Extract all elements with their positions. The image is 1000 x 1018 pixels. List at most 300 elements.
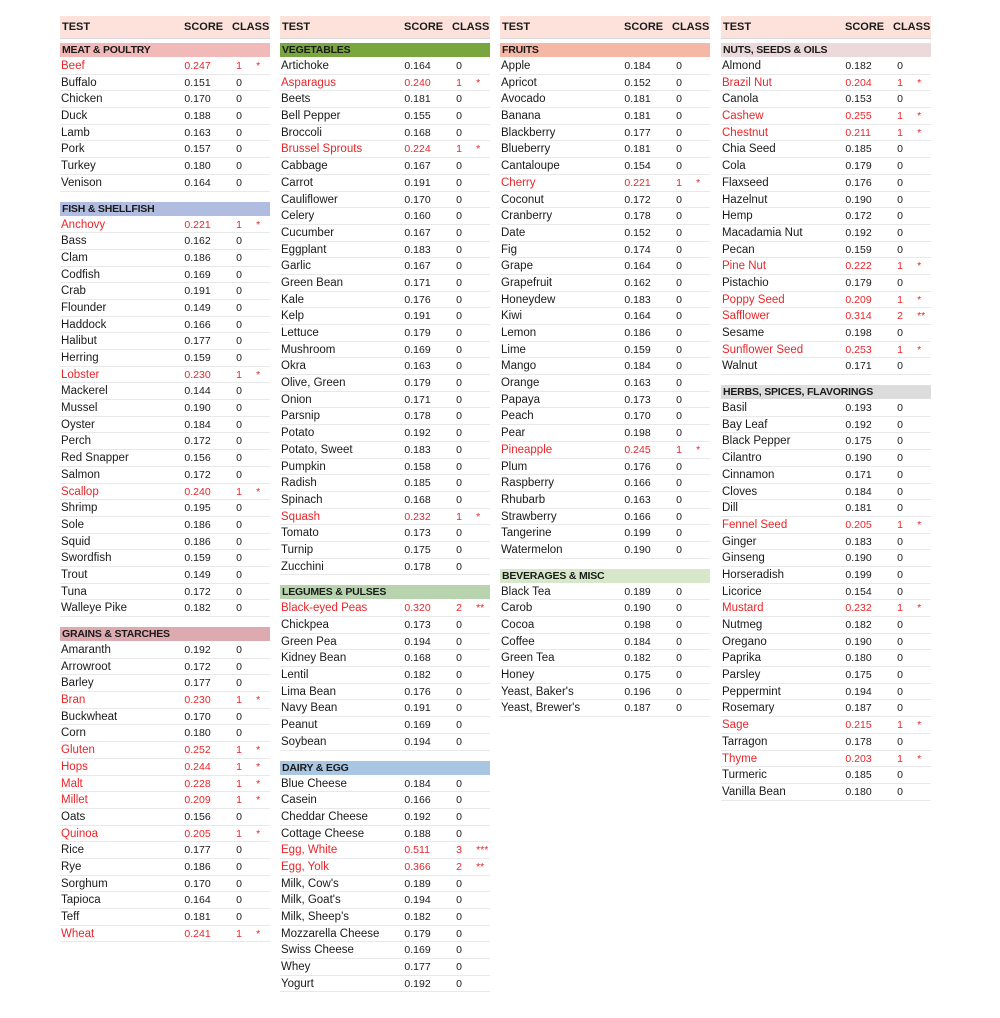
score-value: 0.175: [845, 435, 872, 448]
score-value: 0.159: [184, 552, 211, 565]
score-value: 0.215: [845, 719, 872, 732]
food-name: Lamb: [61, 126, 90, 139]
table-row: [60, 675, 270, 692]
class-stars: [917, 500, 931, 516]
class-value: 1: [897, 260, 903, 273]
class-stars: [917, 325, 931, 341]
class-stars: [917, 400, 931, 416]
class-value: 1: [236, 368, 242, 381]
score-value: 0.190: [184, 402, 211, 415]
score-value: 0.162: [184, 235, 211, 248]
score-value: 0.221: [184, 218, 211, 231]
class-value: 0: [676, 110, 682, 123]
food-name: Milk, Cow's: [281, 877, 339, 890]
food-name: Halibut: [61, 335, 97, 348]
class-value: 0: [456, 226, 462, 239]
food-name: Avocado: [501, 93, 546, 106]
food-name: Lettuce: [281, 327, 319, 339]
table-row: [280, 776, 490, 793]
class-stars: *: [917, 719, 922, 732]
class-stars: [696, 617, 710, 633]
food-name: Turnip: [281, 543, 314, 556]
table-row: [280, 509, 490, 526]
header-score: SCORE: [624, 21, 664, 33]
food-name: Canola: [722, 93, 759, 106]
class-value: 0: [456, 669, 462, 682]
table-row: [721, 58, 931, 75]
table-row: [60, 175, 270, 192]
section-meat-poultry: [60, 43, 270, 192]
class-stars: [256, 584, 270, 600]
food-name: Walleye Pike: [61, 602, 128, 615]
class-value: 0: [456, 794, 462, 807]
table-row: [60, 484, 270, 501]
food-name: Cabbage: [281, 160, 328, 173]
food-name: Blackberry: [501, 126, 556, 139]
class-stars: [917, 684, 931, 700]
score-value: 0.178: [845, 735, 872, 748]
score-value: 0.177: [184, 844, 211, 857]
food-name: Green Bean: [281, 276, 344, 289]
class-value: 0: [456, 927, 462, 940]
food-name: Strawberry: [501, 510, 557, 523]
food-name: Plum: [501, 460, 528, 473]
class-stars: [476, 525, 490, 541]
score-value: 0.179: [404, 377, 431, 390]
table-row: [500, 125, 710, 142]
class-value: 0: [236, 727, 242, 740]
table-row: [60, 642, 270, 659]
score-value: 0.253: [845, 343, 872, 356]
class-value: 0: [236, 911, 242, 923]
class-value: 1: [676, 176, 682, 189]
score-value: 0.184: [845, 485, 872, 498]
header-class: CLASS: [232, 21, 270, 33]
food-name: Amaranth: [61, 644, 111, 656]
table-row: [280, 959, 490, 976]
food-name: Coconut: [501, 193, 544, 206]
score-value: 0.366: [404, 860, 431, 873]
class-value: 0: [897, 702, 903, 715]
food-name: Buffalo: [61, 76, 97, 89]
class-stars: [917, 567, 931, 583]
food-name: Milk, Sheep's: [281, 911, 350, 923]
class-value: 0: [456, 110, 462, 123]
class-value: 0: [897, 60, 903, 72]
score-value: 0.172: [845, 210, 872, 223]
table-row: [60, 709, 270, 726]
table-row: [721, 667, 931, 684]
section-fish-shellfish: [60, 202, 270, 618]
table-row: [60, 217, 270, 234]
food-name: Sesame: [722, 327, 765, 339]
score-value: 0.184: [624, 360, 651, 373]
class-stars: [696, 584, 710, 600]
food-name: Yogurt: [281, 977, 314, 990]
score-value: 0.190: [845, 635, 872, 648]
table-row: [60, 550, 270, 567]
food-name: Apple: [501, 60, 531, 72]
class-stars: [696, 325, 710, 341]
class-value: 0: [456, 635, 462, 648]
score-value: 0.170: [404, 193, 431, 206]
table-row: [60, 233, 270, 250]
class-value: 0: [456, 961, 462, 974]
section-header: VEGETABLES: [280, 43, 490, 57]
table-row: [60, 792, 270, 809]
table-row: [280, 292, 490, 309]
food-name: Pecan: [722, 243, 755, 256]
class-stars: [476, 976, 490, 992]
score-value: 0.157: [184, 143, 211, 156]
table-row: [721, 208, 931, 225]
class-stars: *: [256, 777, 261, 790]
food-name: Casein: [281, 794, 317, 807]
class-stars: [476, 634, 490, 650]
class-stars: [256, 317, 270, 333]
class-value: 0: [456, 477, 462, 490]
table-row: [721, 417, 931, 434]
food-name: Date: [501, 226, 526, 239]
class-stars: [256, 300, 270, 316]
food-name: Pistachio: [722, 276, 769, 289]
table-row: [60, 809, 270, 826]
table-row: [500, 91, 710, 108]
class-stars: [256, 250, 270, 266]
section-header: FRUITS: [500, 43, 710, 57]
score-value: 0.168: [404, 493, 431, 506]
class-stars: [476, 308, 490, 324]
food-name: Potato: [281, 427, 315, 440]
table-row: [60, 842, 270, 859]
table-row: [280, 308, 490, 325]
class-stars: [696, 141, 710, 157]
class-stars: [256, 642, 270, 658]
class-stars: [476, 700, 490, 716]
class-stars: [476, 959, 490, 975]
food-name: Chia Seed: [722, 143, 776, 156]
food-name: Sage: [722, 719, 749, 732]
table-row: [280, 358, 490, 375]
score-value: 0.209: [184, 794, 211, 807]
table-row: [60, 742, 270, 759]
food-name: Rhubarb: [501, 493, 546, 506]
class-stars: [476, 717, 490, 733]
food-name: Peach: [501, 410, 534, 423]
class-stars: [917, 467, 931, 483]
table-row: [280, 442, 490, 459]
class-stars: [476, 667, 490, 683]
class-value: 1: [456, 76, 462, 89]
score-value: 0.184: [624, 635, 651, 648]
column-header: [60, 16, 270, 39]
food-name: Honey: [501, 669, 535, 682]
food-name: Crab: [61, 285, 86, 298]
table-row: [60, 725, 270, 742]
table-row: [60, 350, 270, 367]
food-name: Cocoa: [501, 619, 535, 631]
class-stars: [476, 650, 490, 666]
score-value: 0.209: [845, 293, 872, 306]
table-row: [280, 375, 490, 392]
score-value: 0.182: [404, 911, 431, 923]
score-value: 0.152: [624, 76, 651, 89]
class-stars: *: [476, 143, 481, 156]
table-row: [500, 475, 710, 492]
score-value: 0.232: [845, 602, 872, 615]
food-name: Tangerine: [501, 527, 552, 540]
table-row: [60, 283, 270, 300]
header-test: TEST: [282, 21, 311, 33]
table-row: [280, 926, 490, 943]
header-score: SCORE: [845, 21, 885, 33]
food-name: Mussel: [61, 402, 98, 415]
class-stars: [476, 617, 490, 633]
food-name: Almond: [722, 60, 761, 72]
class-value: 0: [897, 685, 903, 698]
score-value: 0.183: [845, 535, 872, 548]
class-stars: [476, 242, 490, 258]
class-stars: [256, 876, 270, 892]
food-name: Blueberry: [501, 143, 551, 156]
food-name: Flaxseed: [722, 176, 769, 189]
class-stars: [476, 684, 490, 700]
class-stars: [476, 734, 490, 750]
class-value: 1: [456, 510, 462, 523]
class-stars: [696, 58, 710, 74]
food-name: Broccoli: [281, 126, 322, 139]
score-value: 0.175: [845, 669, 872, 682]
class-value: 0: [236, 335, 242, 348]
class-stars: [696, 509, 710, 525]
section-herbs-spices-flavorings: [721, 385, 931, 801]
table-row: [280, 58, 490, 75]
class-stars: *: [256, 60, 261, 72]
class-value: 0: [456, 393, 462, 406]
class-value: 1: [897, 110, 903, 123]
food-name: Banana: [501, 110, 541, 123]
food-name: Green Pea: [281, 635, 337, 648]
table-row: [280, 475, 490, 492]
class-stars: [256, 500, 270, 516]
food-name: Dill: [722, 502, 738, 515]
score-value: 0.177: [184, 335, 211, 348]
table-row: [280, 325, 490, 342]
food-name: Turmeric: [722, 769, 767, 782]
table-row: [60, 333, 270, 350]
food-name: Duck: [61, 110, 88, 123]
class-stars: [917, 58, 931, 74]
class-stars: *: [476, 510, 481, 523]
class-value: 0: [236, 110, 242, 123]
class-value: 0: [456, 310, 462, 323]
food-name: Flounder: [61, 301, 107, 314]
class-value: 0: [456, 619, 462, 631]
table-row: [60, 91, 270, 108]
class-value: 0: [456, 543, 462, 556]
class-value: 0: [897, 93, 903, 106]
food-name: Barley: [61, 677, 94, 690]
score-value: 0.156: [184, 810, 211, 823]
score-value: 0.166: [184, 318, 211, 331]
class-value: 0: [676, 527, 682, 540]
class-stars: [256, 675, 270, 691]
class-stars: [476, 408, 490, 424]
food-name: Lemon: [501, 327, 537, 339]
class-stars: [696, 125, 710, 141]
table-row: [500, 275, 710, 292]
class-stars: [256, 659, 270, 675]
header-test: TEST: [62, 21, 91, 33]
class-stars: [256, 809, 270, 825]
food-name: Salmon: [61, 468, 100, 481]
food-name: Safflower: [722, 310, 770, 323]
food-name: Kiwi: [501, 310, 523, 323]
class-value: 0: [236, 452, 242, 465]
class-value: 0: [897, 160, 903, 173]
class-value: 0: [456, 410, 462, 423]
score-value: 0.255: [845, 110, 872, 123]
food-name: Thyme: [722, 752, 758, 765]
score-value: 0.182: [845, 60, 872, 72]
food-name: Ginger: [722, 535, 757, 548]
table-row: [500, 175, 710, 192]
food-name: Anchovy: [61, 218, 106, 231]
class-value: 0: [236, 877, 242, 890]
class-stars: [696, 475, 710, 491]
class-value: 0: [236, 352, 242, 364]
table-row: [280, 976, 490, 993]
class-value: 0: [897, 535, 903, 548]
class-value: 0: [676, 126, 682, 139]
food-name: Gluten: [61, 744, 95, 757]
food-name: Potato, Sweet: [281, 443, 353, 456]
table-row: [721, 734, 931, 751]
class-value: 1: [897, 518, 903, 531]
score-value: 0.175: [624, 669, 651, 682]
class-value: 0: [897, 243, 903, 256]
table-row: [60, 467, 270, 484]
class-stars: ***: [476, 844, 489, 857]
score-value: 0.168: [404, 126, 431, 139]
class-value: 1: [236, 777, 242, 790]
class-value: 0: [236, 435, 242, 448]
food-name: Licorice: [722, 585, 762, 598]
score-value: 0.180: [184, 727, 211, 740]
food-name: Lima Bean: [281, 685, 336, 698]
class-stars: **: [476, 602, 485, 615]
table-row: [721, 125, 931, 142]
score-value: 0.178: [404, 560, 431, 573]
food-name: Radish: [281, 477, 317, 490]
food-name: Celery: [281, 210, 315, 223]
class-value: 0: [676, 327, 682, 339]
table-row: [721, 684, 931, 701]
score-value: 0.153: [845, 93, 872, 106]
section-nuts-seeds-oils: [721, 43, 931, 375]
food-name: Corn: [61, 727, 86, 740]
class-value: 0: [676, 685, 682, 698]
class-value: 0: [236, 126, 242, 139]
class-stars: [917, 584, 931, 600]
score-value: 0.181: [624, 143, 651, 156]
class-stars: [917, 158, 931, 174]
table-row: [721, 450, 931, 467]
class-value: 0: [456, 911, 462, 923]
score-value: 0.181: [404, 93, 431, 106]
food-name: Tapioca: [61, 894, 101, 907]
score-value: 0.171: [845, 360, 872, 373]
food-name: Lobster: [61, 368, 100, 381]
food-name: Okra: [281, 360, 306, 373]
table-row: [721, 175, 931, 192]
score-value: 0.163: [404, 360, 431, 373]
table-row: [500, 634, 710, 651]
class-stars: [256, 600, 270, 616]
class-stars: [476, 826, 490, 842]
class-value: 1: [236, 744, 242, 757]
score-value: 0.179: [845, 276, 872, 289]
score-value: 0.187: [845, 702, 872, 715]
class-stars: [696, 408, 710, 424]
class-stars: [476, 892, 490, 908]
score-value: 0.199: [624, 527, 651, 540]
score-value: 0.205: [845, 518, 872, 531]
class-stars: [476, 342, 490, 358]
class-value: 0: [897, 276, 903, 289]
score-value: 0.179: [404, 327, 431, 339]
class-stars: [917, 767, 931, 783]
score-value: 0.185: [845, 769, 872, 782]
header-test: TEST: [502, 21, 531, 33]
class-stars: [256, 175, 270, 191]
class-stars: [476, 425, 490, 441]
food-name: Hemp: [722, 210, 753, 223]
score-value: 0.184: [184, 418, 211, 431]
score-value: 0.186: [184, 518, 211, 531]
table-row: [500, 208, 710, 225]
class-stars: [256, 383, 270, 399]
class-value: 0: [676, 343, 682, 356]
food-name: Oats: [61, 810, 86, 823]
score-value: 0.192: [404, 427, 431, 440]
score-value: 0.241: [184, 927, 211, 940]
table-row: [500, 700, 710, 717]
score-value: 0.159: [845, 243, 872, 256]
food-name: Hops: [61, 760, 88, 773]
food-name: Ginseng: [722, 552, 765, 565]
score-value: 0.168: [404, 652, 431, 665]
score-value: 0.245: [624, 443, 651, 456]
table-row: [500, 408, 710, 425]
class-stars: [917, 417, 931, 433]
table-row: [280, 667, 490, 684]
score-value: 0.166: [624, 477, 651, 490]
table-row: [721, 242, 931, 259]
table-row: [721, 141, 931, 158]
class-value: 1: [897, 343, 903, 356]
class-value: 0: [236, 660, 242, 673]
food-name: Scallop: [61, 485, 99, 498]
class-value: 0: [897, 635, 903, 648]
food-name: Horseradish: [722, 568, 784, 581]
class-stars: *: [256, 927, 261, 940]
food-name: Trout: [61, 568, 88, 581]
class-value: 1: [676, 443, 682, 456]
table-row: [721, 584, 931, 601]
class-stars: [256, 125, 270, 141]
food-name: Cherry: [501, 176, 536, 189]
